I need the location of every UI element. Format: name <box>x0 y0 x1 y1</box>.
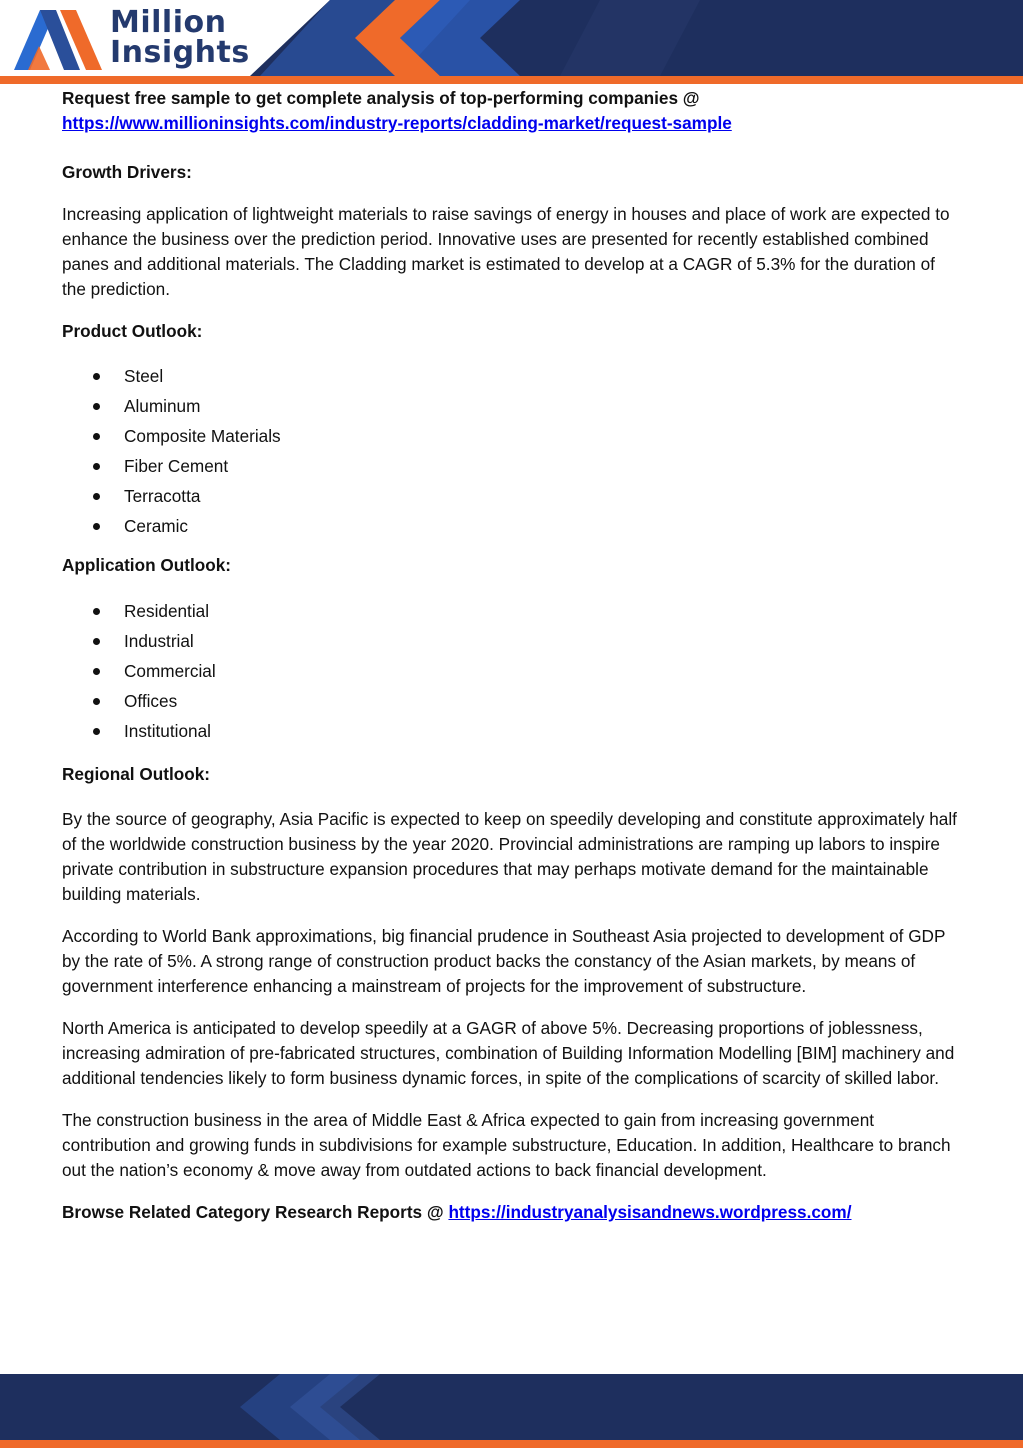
regional-outlook-heading: Regional Outlook: <box>62 764 210 784</box>
header-banner <box>0 0 1023 84</box>
logo-name-line2: Insights <box>110 35 250 70</box>
list-item: Composite Materials <box>62 421 962 451</box>
regional-paragraph-north-america: North America is anticipated to develop speedily at a GAGR of above 5%. Decreasing proportions of joblessness, increasing admiration of pre-fabricated structures, combination of Building Information Modelling [BIM] machinery and additional tendencies likely to form business dynamic forces, in spite of the complications of scarcity of skilled labor. <box>62 1018 955 1088</box>
growth-drivers-heading: Growth Drivers: <box>62 162 192 182</box>
list-item: Commercial <box>62 656 962 686</box>
list-item: Industrial <box>62 626 962 656</box>
sample-request-link[interactable]: https://www.millioninsights.com/industry-reports/cladding-market/request-sample <box>62 113 732 133</box>
document-body <box>62 86 962 1225</box>
regional-paragraph-asia: By the source of geography, Asia Pacific is expected to keep on speedily developing and constitute approximately half of the worldwide construction business by the year 2020. Provincial administrations are ramping up labors to inspire private contribution in substructure expansion procedures that may perhaps motivate demand for the maintainable building materials. <box>62 809 957 904</box>
footer-graphic <box>0 1374 1023 1448</box>
list-item: Residential <box>62 596 962 626</box>
browse-reports-link[interactable]: https://industryanalysisandnews.wordpress.com/ <box>448 1202 852 1222</box>
regional-paragraph-mea: The construction business in the area of Middle East & Africa expected to gain from increasing government contribution and growing funds in subdivisions for example substructure, Education. In addition, Healthcare to branch out the nation’s economy & move away from outdated actions to back financial development. <box>62 1110 951 1180</box>
application-list <box>62 596 962 746</box>
sample-request-text: Request free sample to get complete analysis of top-performing companies @ <box>62 88 700 108</box>
list-item: Fiber Cement <box>62 451 962 481</box>
logo-icon <box>14 6 102 72</box>
regional-paragraph-worldbank: According to World Bank approximations, big financial prudence in Southeast Asia projected to development of GDP by the rate of 5%. A strong range of construction product backs the constancy of the Asian markets, by means of government interference enhancing a mainstream of projects for the improvement of substructure. <box>62 926 946 996</box>
footer-banner <box>0 1374 1023 1448</box>
list-item: Aluminum <box>62 391 962 421</box>
product-list <box>62 361 962 541</box>
list-item: Ceramic <box>62 511 962 541</box>
browse-reports-text: Browse Related Category Research Reports @ <box>62 1202 444 1222</box>
product-outlook-heading: Product Outlook: <box>62 321 203 341</box>
list-item: Institutional <box>62 716 962 746</box>
list-item: Steel <box>62 361 962 391</box>
list-item: Terracotta <box>62 481 962 511</box>
list-item: Offices <box>62 686 962 716</box>
growth-drivers-paragraph: Increasing application of lightweight materials to raise savings of energy in houses and place of work are expected to enhance the business over the prediction period. Innovative uses are presented for recently established combined panes and additional materials. The Cladding market is estimated to develop at a CAGR of 5.3% for the duration of the prediction. <box>62 204 950 299</box>
logo-name-line1: Million <box>110 5 227 40</box>
application-outlook-heading: Application Outlook: <box>62 555 231 575</box>
